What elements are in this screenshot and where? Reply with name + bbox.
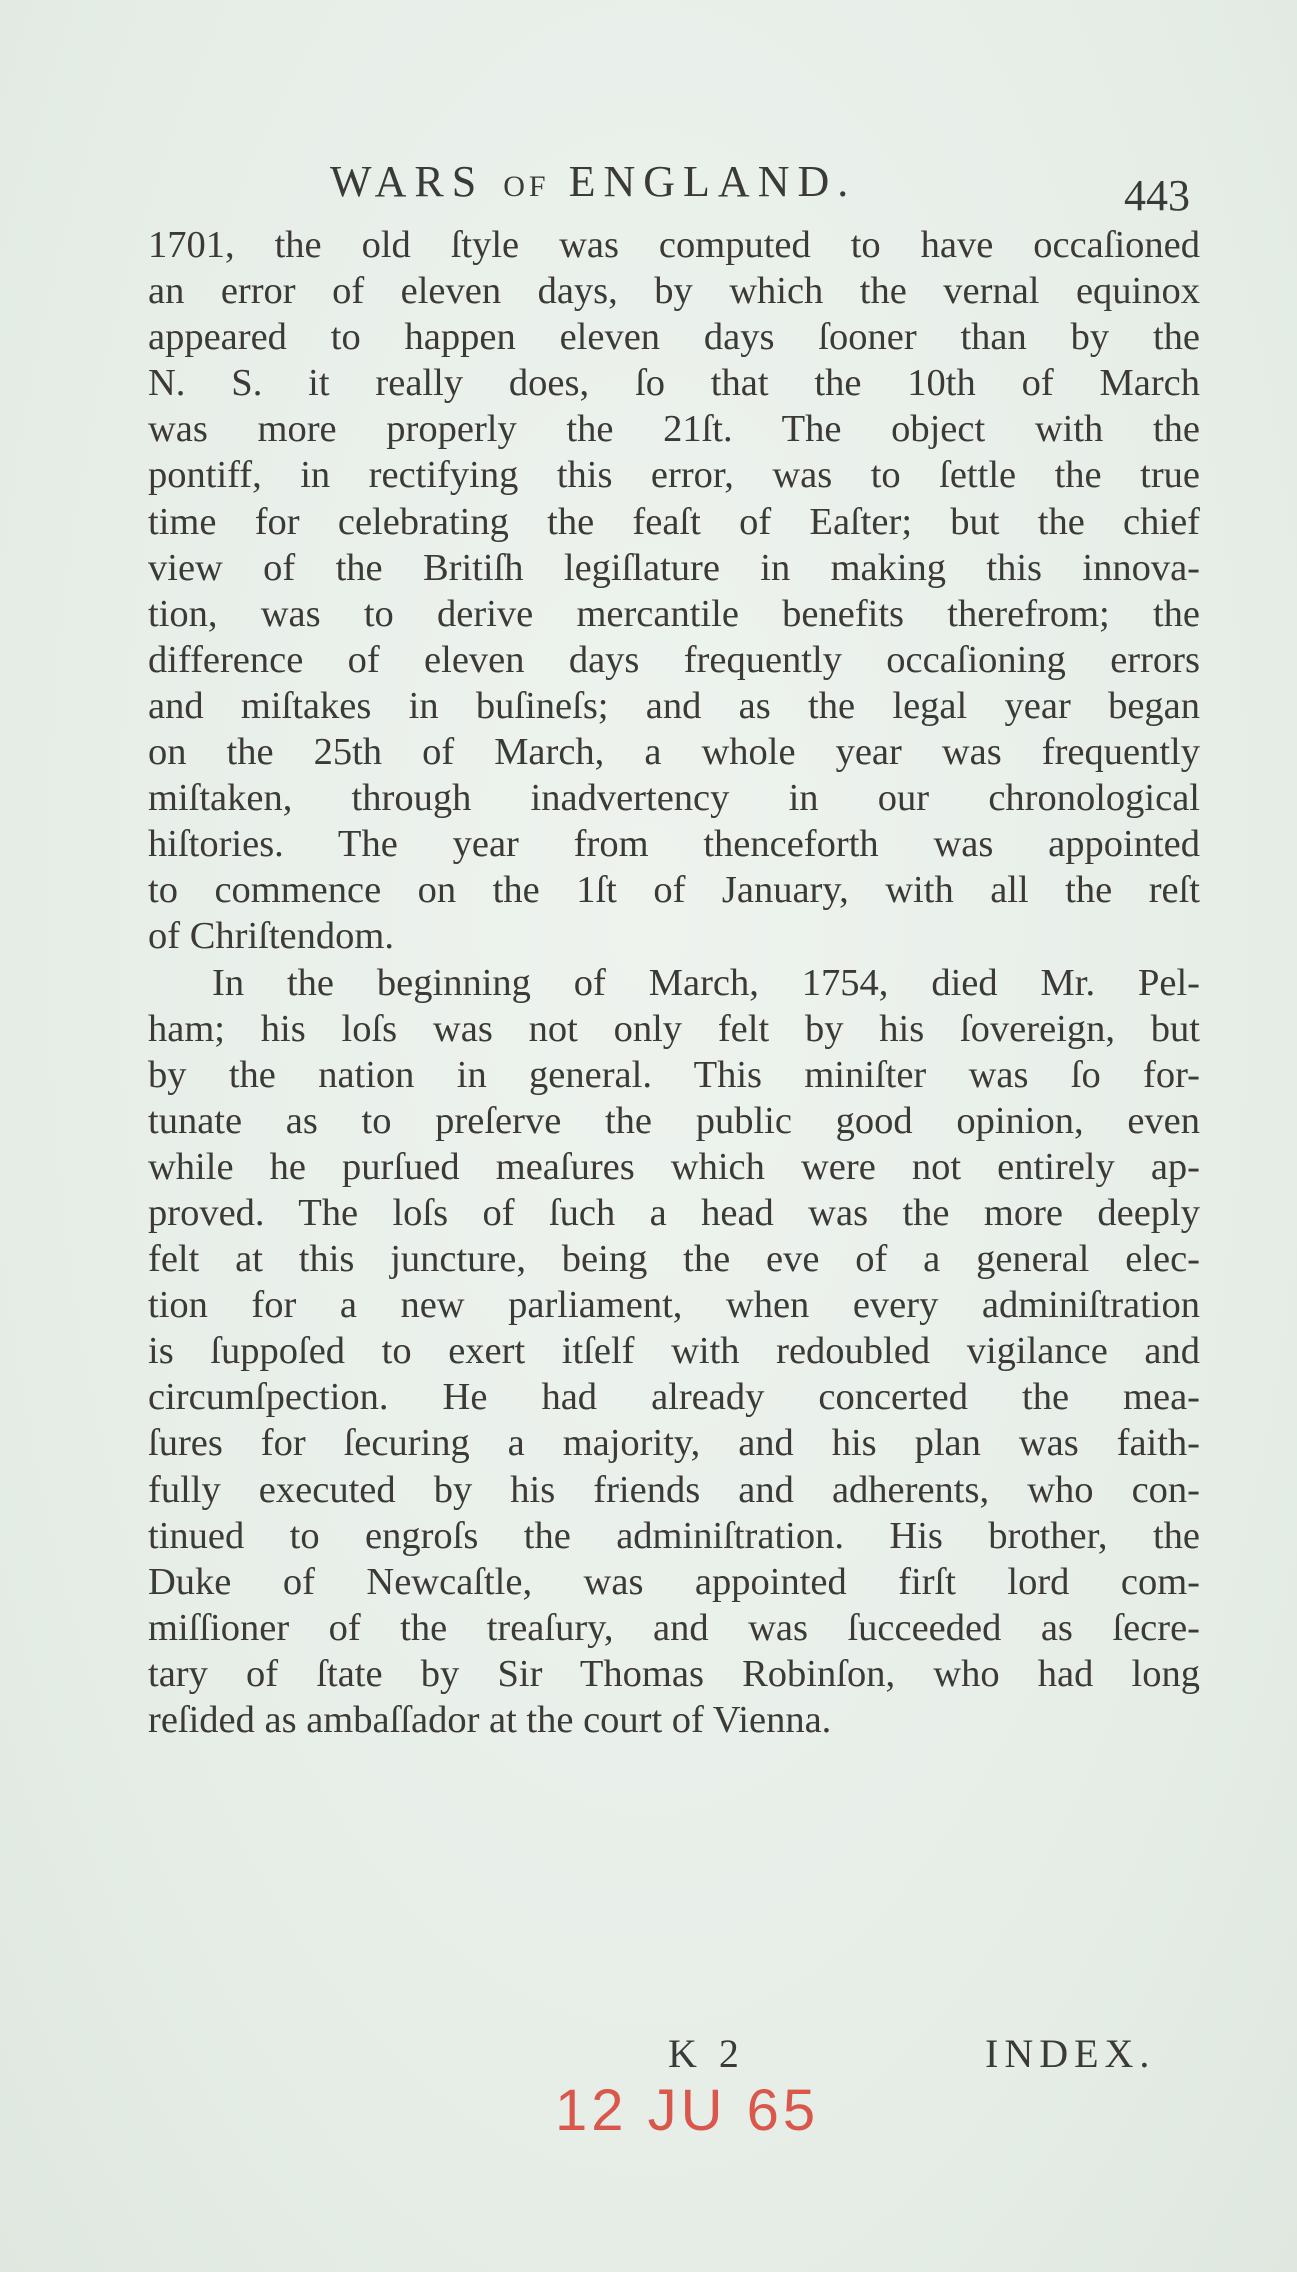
- text-line: appeared to happen eleven days ſooner than by the: [148, 316, 1200, 359]
- text-line: while he purſued meaſures which were not entirely ap-: [148, 1145, 1200, 1188]
- signature-mark: K 2: [668, 2031, 745, 2076]
- text-line: on the 25th of March, a whole year was frequently: [148, 731, 1200, 774]
- text-line: miſſioner of the treaſury, and was ſucceeded as ſecre-: [148, 1606, 1200, 1649]
- text-line: circumſpection. He had already concerted the mea-: [148, 1376, 1200, 1419]
- text-line: reſided as ambaſſador at the court of Vienna.: [148, 1699, 832, 1741]
- text-line: tinued to engroſs the adminiſtration. His brother, the: [148, 1514, 1200, 1557]
- text-line: fully executed by his friends and adherents, who con-: [148, 1468, 1200, 1511]
- page-footer: [0, 2005, 1297, 2143]
- running-title-wars: WARS: [330, 157, 485, 206]
- text-line: In the beginning of March, 1754, died Mr. Pel-: [212, 961, 1200, 1004]
- text-line: and miſtakes in buſineſs; and as the legal year began: [148, 684, 1200, 727]
- text-line: of Chriſtendom.: [148, 915, 394, 958]
- catchword: INDEX.: [985, 2031, 1156, 2076]
- text-line: ham; his loſs was not only felt by his ſovereign, but: [148, 1007, 1200, 1050]
- text-line: an error of eleven days, by which the vernal equinox: [148, 270, 1200, 313]
- text-line: tion, was to derive mercantile benefits therefrom; the: [148, 592, 1200, 635]
- text-line: miſtaken, through inadvertency in our chronological: [148, 777, 1200, 820]
- text-line: N. S. it really does, ſo that the 10th of March: [148, 362, 1200, 405]
- text-line: pontiff, in rectifying this error, was to ſettle the true: [148, 454, 1200, 497]
- text-line: tion for a new parliament, when every adminiſtration: [148, 1284, 1200, 1327]
- text-line: is ſuppoſed to exert itſelf with redoubled vigilance and: [148, 1330, 1200, 1373]
- text-line: tunate as to preſerve the public good opinion, even: [148, 1099, 1200, 1142]
- date-stamp: 12 JU 65: [555, 2078, 820, 2143]
- text-line: by the nation in general. This miniſter was ſo for-: [148, 1053, 1200, 1096]
- text-line: Duke of Newcaſtle, was appointed firſt lord com-: [148, 1560, 1200, 1603]
- text-line: hiſtories. The year from thenceforth was appointed: [148, 823, 1200, 866]
- text-line: ſures for ſecuring a majority, and his plan was faith-: [148, 1422, 1200, 1465]
- running-title-england: ENGLAND.: [568, 157, 857, 206]
- text-line: difference of eleven days frequently occaſioning errors: [148, 638, 1200, 681]
- page-header: [330, 148, 1190, 218]
- text-line: time for celebrating the feaſt of Eaſter; but the chief: [148, 500, 1200, 543]
- text-line: 1701, the old ſtyle was computed to have occaſioned: [148, 224, 1200, 266]
- text-line: tary of ſtate by Sir Thomas Robinſon, who had long: [148, 1652, 1200, 1695]
- text-line: proved. The loſs of ſuch a head was the more deeply: [148, 1191, 1200, 1234]
- text-line: view of the Britiſh legiſlature in making this innova-: [148, 546, 1200, 589]
- page-number: 443: [1124, 171, 1190, 220]
- running-title: [330, 156, 856, 207]
- text-line: to commence on the 1ſt of January, with all the reſt: [148, 869, 1200, 912]
- running-title-of: OF: [503, 170, 550, 203]
- text-line: was more properly the 21ſt. The object with the: [148, 408, 1200, 451]
- text-line: felt at this juncture, being the eve of a general elec-: [148, 1238, 1200, 1281]
- body-text: [148, 222, 1200, 1743]
